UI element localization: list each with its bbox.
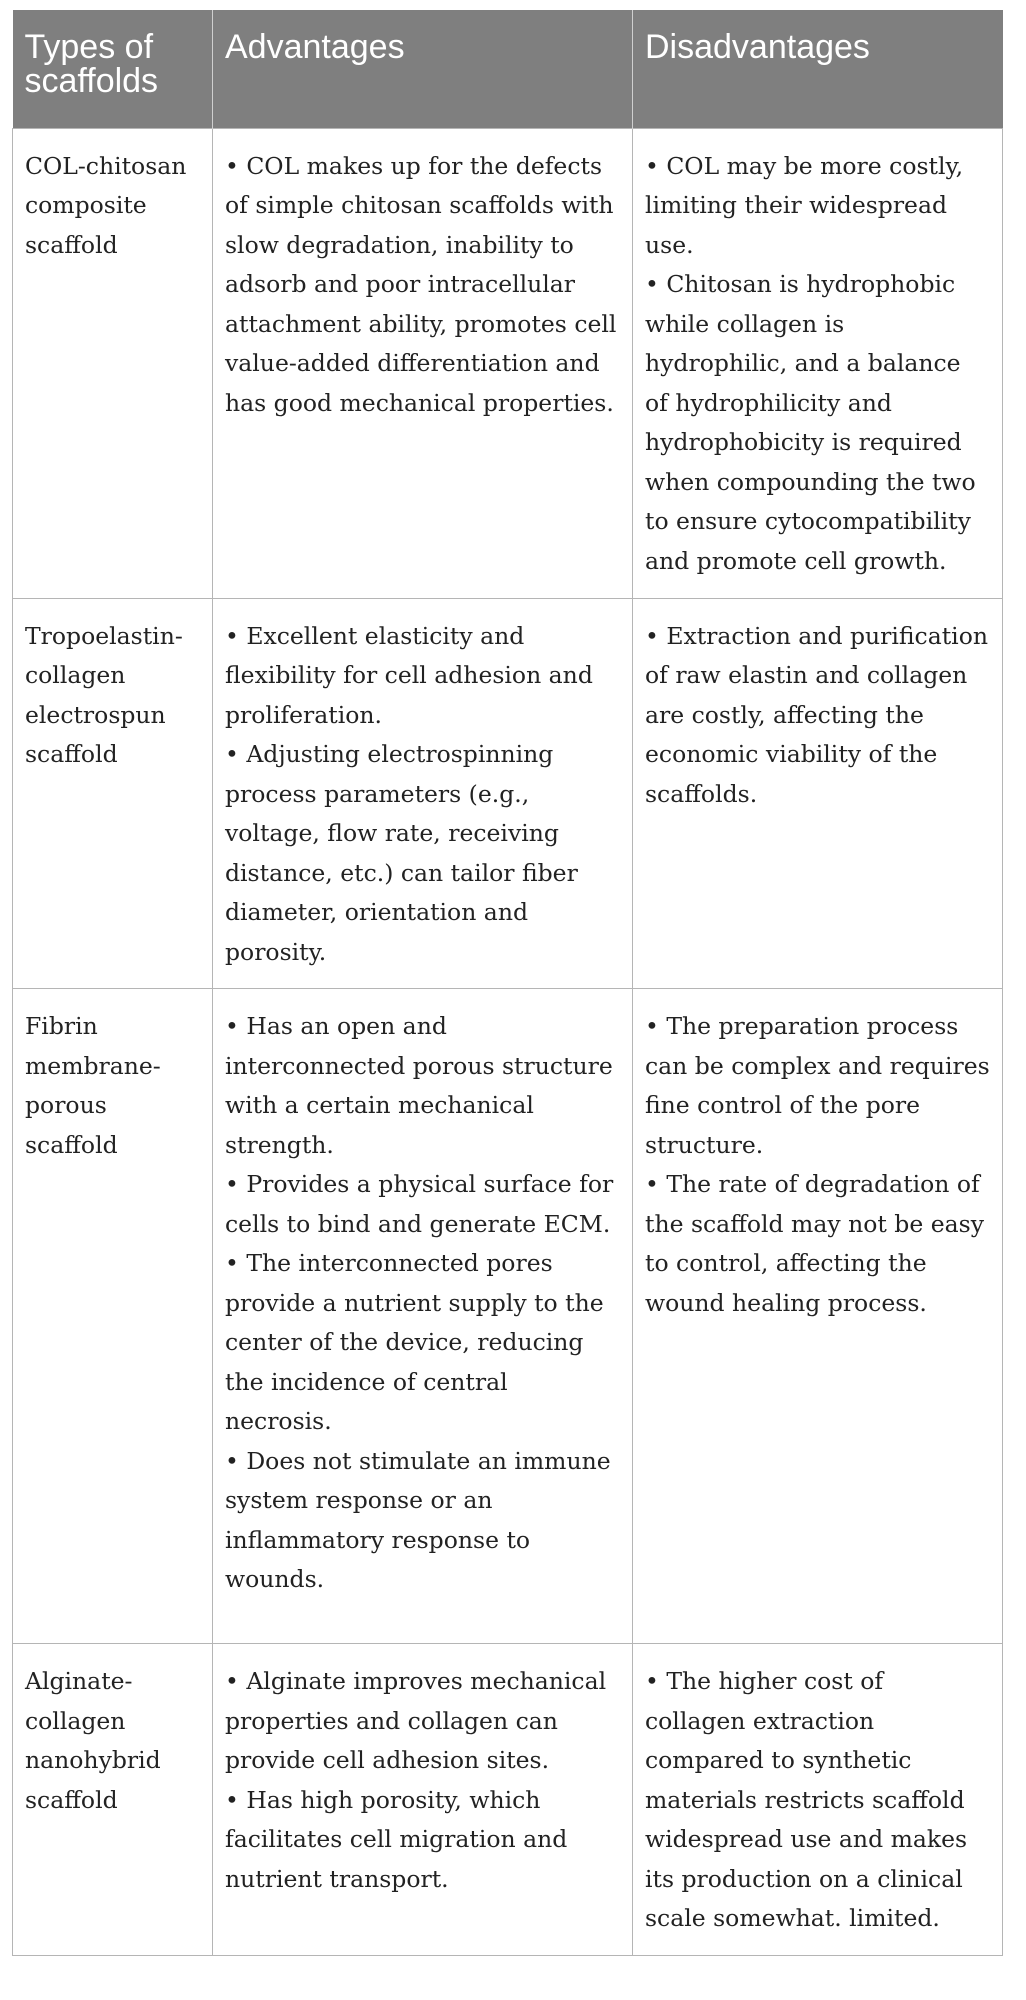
row-disadvantages [633, 1644, 1003, 1956]
row-advantages [213, 1644, 633, 1956]
advantage-item: • Has high porosity, which facilitates cell migration and nutrient transport. [225, 1785, 568, 1893]
table-row [13, 598, 1003, 989]
row-type: Tropoelastin-collagen electrospun scaffold [13, 598, 213, 989]
advantage-item: • Adjusting electrospinning process parameters (e.g., voltage, flow rate, receiving distance, etc.) can tailor fiber diameter, orientation and porosity. [225, 740, 578, 966]
row-disadvantages [633, 598, 1003, 989]
disadvantage-item: • Extraction and purification of raw elastin and collagen are costly, affecting the economic viability of the scaffolds. [645, 621, 988, 808]
row-type: Alginate-collagen nanohybrid scaffold [13, 1644, 213, 1956]
advantage-item: • Has an open and interconnected porous structure with a certain mechanical strength. [225, 1012, 613, 1159]
header-disadvantages: Disadvantages [633, 10, 1003, 128]
row-advantages [213, 128, 633, 598]
table-row [13, 989, 1003, 1644]
disadvantage-item: • The higher cost of collagen extraction compared to synthetic materials restricts scaffold widespread use and makes its production on a clinical scale somewhat. limited. [645, 1667, 968, 1932]
row-advantages [213, 989, 633, 1644]
disadvantage-item: • The rate of degradation of the scaffold may not be easy to control, affecting the wound healing process. [645, 1170, 984, 1317]
row-disadvantages [633, 128, 1003, 598]
row-advantages [213, 598, 633, 989]
disadvantage-item: • COL may be more costly, limiting their widespread use. [645, 151, 964, 259]
advantage-item: • COL makes up for the defects of simple chitosan scaffolds with slow degradation, inability to adsorb and poor intracellular attachment ability, promotes cell value-added differentiation and has good mechanical properties. [225, 151, 617, 417]
row-type: Fibrin membrane-porous scaffold [13, 989, 213, 1644]
table-row [13, 128, 1003, 598]
disadvantage-item: • Chitosan is hydrophobic while collagen is hydrophilic, and a balance of hydrophilicity and hydrophobicity is required when compounding the two to ensure cytocompatibility and promote cell growth. [645, 270, 976, 575]
disadvantage-item: • The preparation process can be complex and requires fine control of the pore structure. [645, 1012, 990, 1159]
advantage-item: • Excellent elasticity and flexibility for cell adhesion and proliferation. [225, 621, 593, 729]
advantage-item: • Provides a physical surface for cells to bind and generate ECM. [225, 1170, 614, 1238]
advantage-item: • Does not stimulate an immune system response or an inflammatory response to wounds. [225, 1446, 611, 1593]
advantage-item: • The interconnected pores provide a nutrient supply to the center of the device, reducing the incidence of central necrosis. [225, 1249, 604, 1435]
header-advantages: Advantages [213, 10, 633, 128]
table-header-row [13, 10, 1003, 128]
row-disadvantages [633, 989, 1003, 1644]
header-types: Types of scaffolds [13, 10, 213, 128]
scaffold-comparison-table [12, 10, 1003, 1956]
row-type: COL-chitosan composite scaffold [13, 128, 213, 598]
table-row [13, 1644, 1003, 1956]
advantage-item: • Alginate improves mechanical properties and collagen can provide cell adhesion sites. [225, 1667, 607, 1774]
